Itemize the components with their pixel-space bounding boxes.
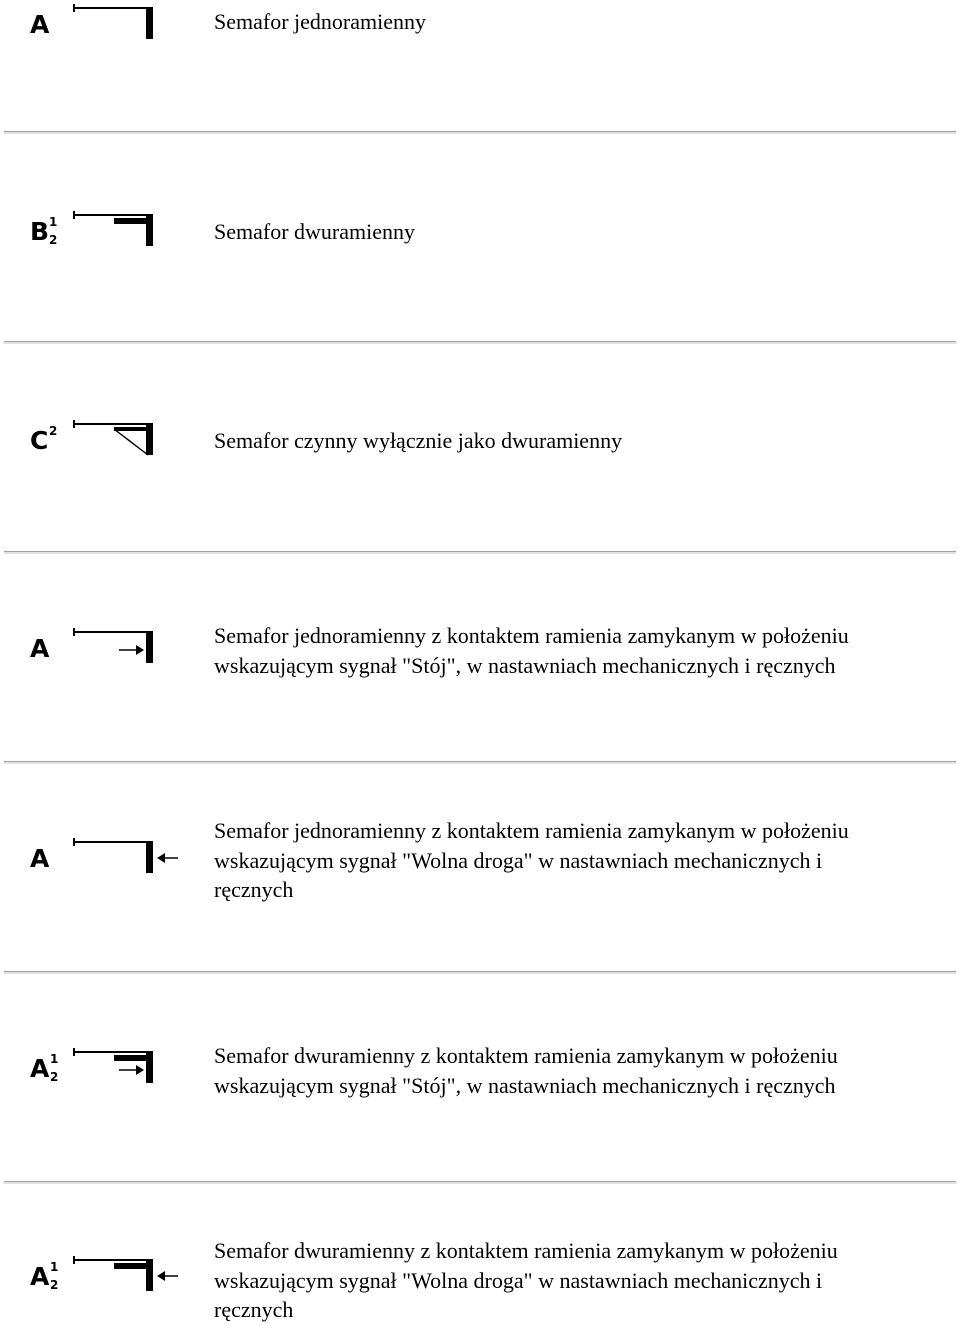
row-divider — [4, 131, 956, 134]
semaphore-symbol — [30, 4, 190, 54]
second-arm-bar — [114, 1263, 146, 1269]
arm-line — [73, 423, 146, 425]
semaphore-label-subscript: 2 — [49, 233, 58, 247]
semaphore-svg — [30, 628, 190, 678]
semaphore-label: C — [30, 426, 49, 455]
semaphore-description: Semafor czynny wyłącznie jako dwuramienny — [214, 428, 623, 453]
semaphore-symbol — [30, 838, 190, 888]
semaphore-svg — [30, 4, 190, 54]
semaphore-post — [146, 7, 153, 39]
semaphore-description: Semafor jednoramienny z kontaktem ramienia zamykanym w położeniu wskazującym sygnał "Stój", w nastawniach mechanicznych i ręcznych — [214, 623, 849, 678]
contact-arrow-head — [157, 1271, 165, 1281]
semaphore-label-superscript: 1 — [49, 215, 58, 229]
contact-arrow-head — [157, 853, 165, 863]
row-divider — [4, 761, 956, 764]
semaphore-svg — [30, 211, 190, 261]
semaphore-symbol — [30, 420, 190, 470]
semaphore-label-superscript: 1 — [50, 1260, 59, 1274]
semaphore-description: Semafor dwuramienny z kontaktem ramienia zamykanym w położeniu wskazującym sygnał "Wolna droga" w nastawniach mechanicznych i ręcznych — [214, 1238, 838, 1322]
semaphore-svg — [30, 838, 190, 888]
row-divider — [4, 1181, 956, 1184]
semaphore-symbol — [30, 1256, 190, 1306]
arm-line — [73, 631, 146, 633]
diagonal-line — [114, 429, 148, 455]
semaphore-symbol — [30, 211, 190, 261]
second-arm-bar — [114, 218, 146, 224]
semaphore-post — [146, 214, 153, 246]
semaphore-label: B — [30, 217, 50, 246]
semaphore-description: Semafor jednoramienny — [214, 9, 426, 34]
semaphore-label: A — [30, 10, 50, 39]
arm-line — [73, 1051, 146, 1053]
semaphore-svg — [30, 420, 190, 470]
semaphore-description: Semafor dwuramienny — [214, 219, 415, 244]
semaphore-label-subscript: 2 — [50, 1070, 59, 1084]
arm-line — [73, 7, 146, 9]
arm-line — [73, 214, 146, 216]
semaphore-label-superscript: 2 — [49, 424, 58, 438]
semaphore-svg — [30, 1048, 190, 1098]
semaphore-post — [146, 841, 153, 873]
semaphore-label: A — [30, 1262, 50, 1291]
second-arm-bar — [114, 1055, 146, 1061]
second-arm-bar — [114, 427, 146, 431]
semaphore-label: A — [30, 634, 50, 663]
semaphore-description: Semafor dwuramienny z kontaktem ramienia zamykanym w położeniu wskazującym sygnał "Stój", w nastawniach mechanicznych i ręcznych — [214, 1043, 838, 1098]
semaphore-post — [146, 631, 153, 663]
semaphore-post — [146, 1051, 153, 1083]
semaphore-label: A — [30, 844, 50, 873]
arm-line — [73, 1259, 146, 1261]
semaphore-post — [146, 1259, 153, 1291]
semaphore-svg — [30, 1256, 190, 1306]
semaphore-description: Semafor jednoramienny z kontaktem ramienia zamykanym w położeniu wskazującym sygnał "Wolna droga" w nastawniach mechanicznych i ręcznych — [214, 818, 849, 902]
semaphore-label-subscript: 2 — [50, 1278, 59, 1292]
contact-arrow-head — [136, 1065, 144, 1075]
arm-line — [73, 841, 146, 843]
semaphore-post — [146, 423, 153, 455]
semaphore-symbol — [30, 1048, 190, 1098]
row-divider — [4, 551, 956, 554]
row-divider — [4, 341, 956, 344]
semaphore-label-superscript: 1 — [50, 1052, 59, 1066]
contact-arrow-head — [136, 645, 144, 655]
row-divider — [4, 971, 956, 974]
semaphore-label: A — [30, 1054, 50, 1083]
semaphore-symbol — [30, 628, 190, 678]
